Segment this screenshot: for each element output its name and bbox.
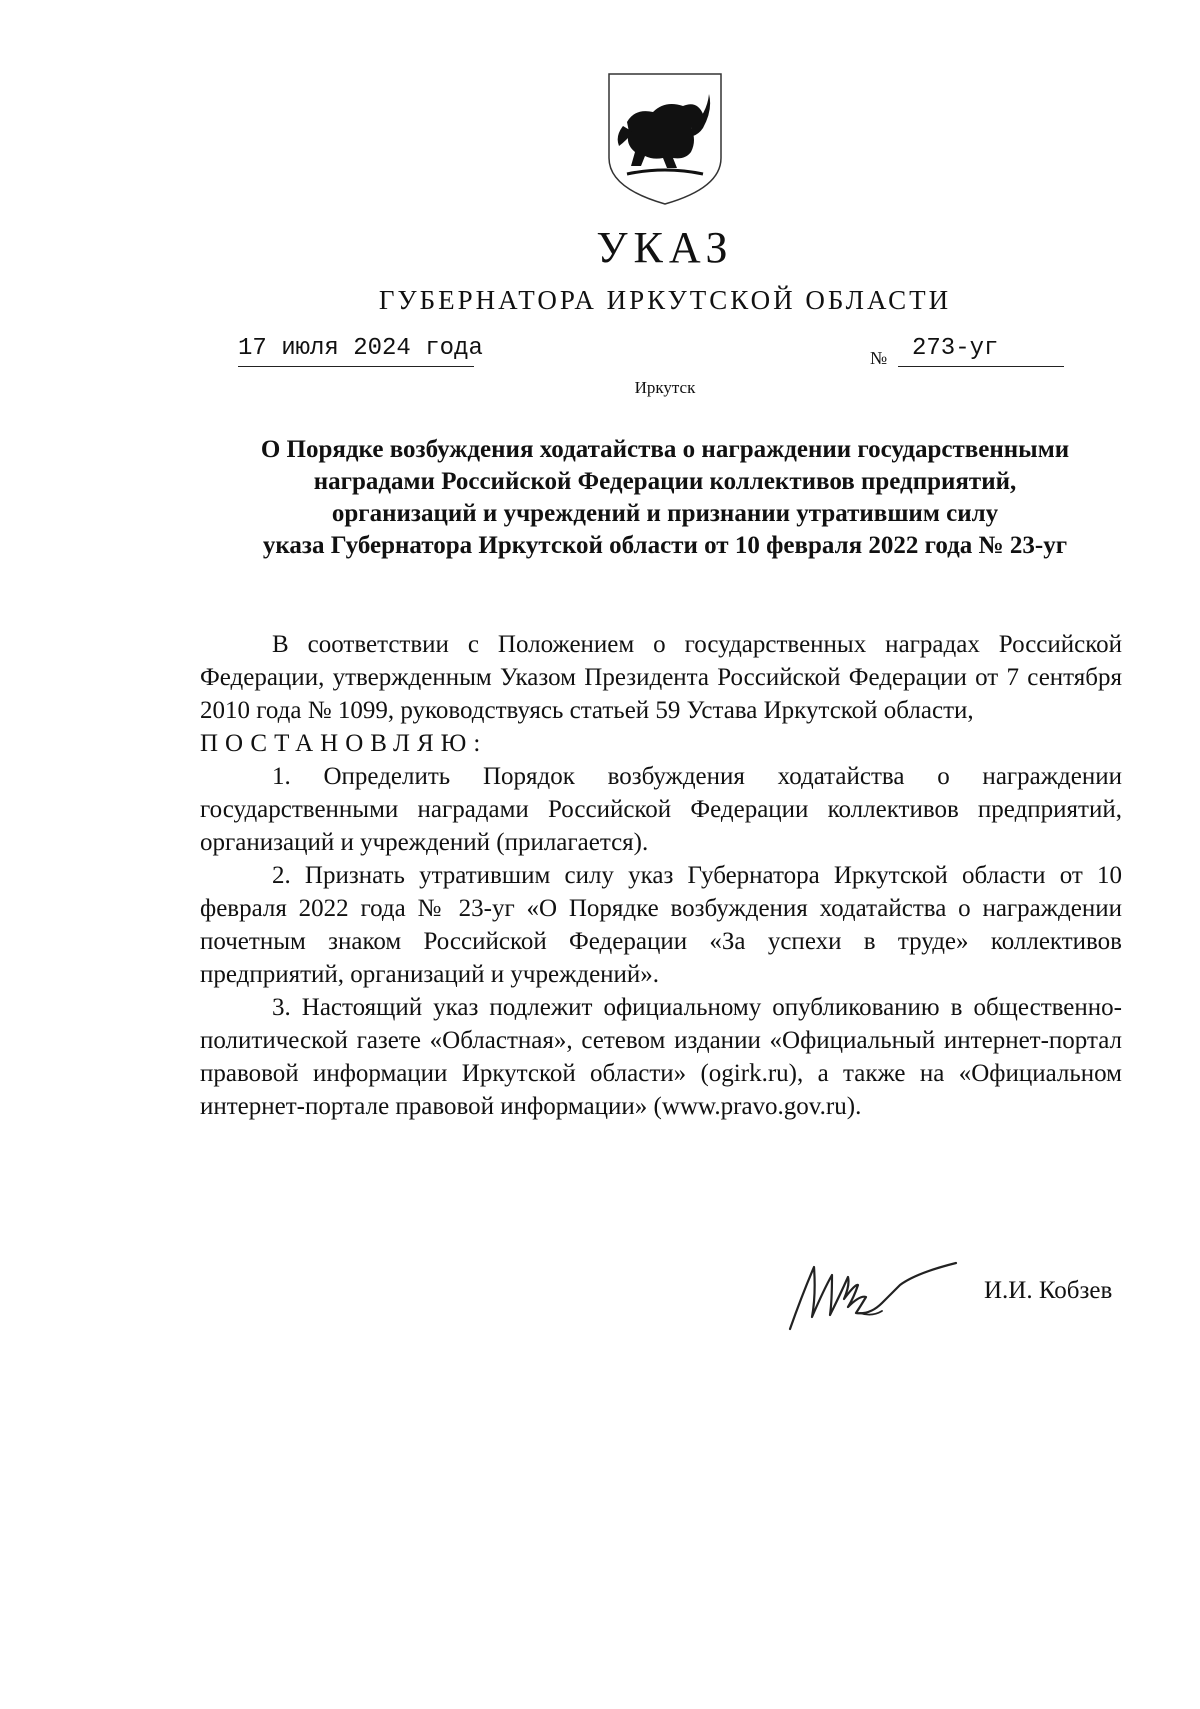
signatory-name: И.И. Кобзев: [984, 1277, 1113, 1304]
number-sign: №: [870, 348, 888, 368]
heading-line: организаций и учреждений и признании утратившим силу: [331, 500, 999, 527]
decree-title: УКАЗ: [596, 223, 734, 272]
clause-item: 2. Признать утратившим силу указ Губернатора Иркутской области от 10 февраля 2022 года № 23-уг «О Порядке возбуждения ходатайства о награждении почетным знаком Российской Федерации «За успехи в труде» коллективов предприятий, организаций и учреждений».: [200, 862, 1122, 988]
decree-date: 17 июля 2024 года: [238, 335, 474, 367]
heading-line: О Порядке возбуждения ходатайства о награждении государственными: [260, 436, 1070, 463]
preamble-paragraph: В соответствии с Положением о государственных наградах Российской Федерации, утвержденным Указом Президента Российской Федерации от 7 сентября 2010 года № 1099, руководствуясь статьей 59 Устава Иркутской области,: [200, 631, 1122, 724]
decree-body: [200, 628, 1122, 1123]
clause-item: 3. Настоящий указ подлежит официальному опубликованию в общественно-политической газете «Областная», сетевом издании «Официальный интернет-портал правовой информации Иркутской области» (ogirk.ru), а также на «Официальном интернет-портале правовой информации» (www.pravo.gov.ru).: [200, 994, 1122, 1120]
city: Иркутск: [634, 378, 696, 397]
issuing-authority: ГУБЕРНАТОРА ИРКУТСКОЙ ОБЛАСТИ: [378, 285, 952, 315]
clause-item: 1. Определить Порядок возбуждения ходатайства о награждении государственными наградами Российской Федерации коллективов предприятий, организаций и учреждений (прилагается).: [200, 763, 1122, 856]
resolve-word: ПОСТАНОВЛЯЮ:: [200, 730, 488, 757]
decree-number: 273-уг: [898, 335, 1064, 367]
heading-line: наградами Российской Федерации коллективов предприятий,: [313, 468, 1017, 495]
heading-line: указа Губернатора Иркутской области от 10 февраля 2022 года № 23-уг: [262, 532, 1068, 559]
handwritten-signature-icon: [786, 1255, 966, 1335]
decree-heading: [200, 434, 1130, 562]
irkutsk-coat-of-arms-icon: [605, 70, 725, 210]
